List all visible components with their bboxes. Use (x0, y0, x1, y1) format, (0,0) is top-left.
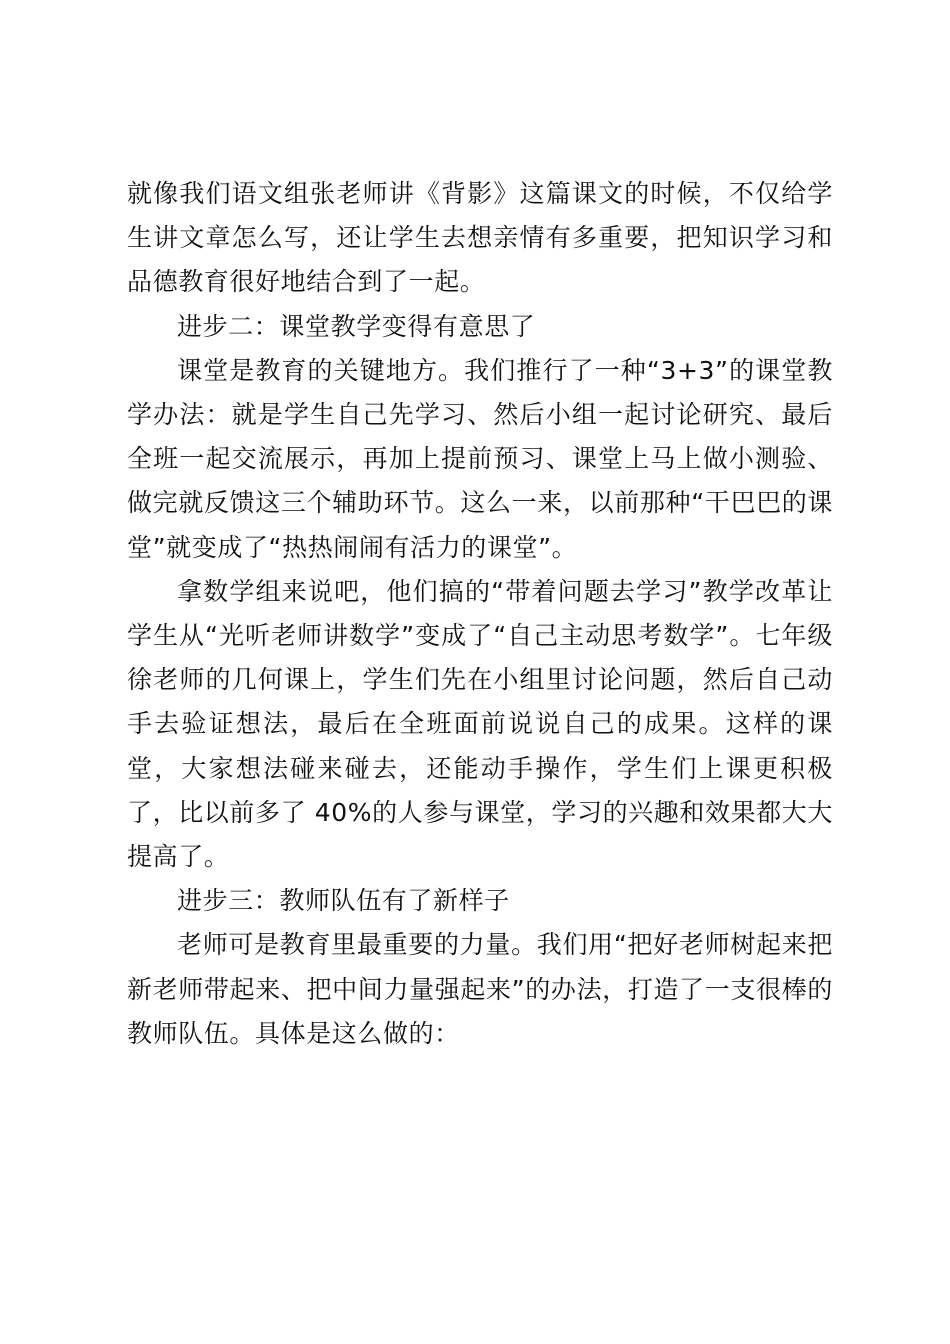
document-body (127, 172, 833, 1056)
section-heading-progress-three: 进步三：教师队伍有了新样子 (177, 886, 510, 916)
paragraph-classroom-method: 课堂是教育的关键地方。我们推行了一种“3+3”的课堂教学办法：就是学生自己先学习、然后小组一起讨论研究、最后全班一起交流展示，再加上提前预习、课堂上马上做小测验、做完就反馈这三个辅助环节。这么一来，以前那种“干巴巴的课堂”就变成了“热热闹闹有活力的课堂”。 (127, 355, 833, 562)
paragraph-teacher-team: 老师可是教育里最重要的力量。我们用“把好老师树起来把新老师带起来、把中间力量强起来”的办法，打造了一支很棒的教师队伍。具体是这么做的： (127, 930, 833, 1048)
section-heading-progress-two: 进步二：课堂教学变得有意思了 (177, 311, 536, 341)
paragraph-math-example: 拿数学组来说吧，他们搞的“带着问题去学习”教学改革让学生从“光听老师讲数学”变成了“自己主动思考数学”。七年级徐老师的几何课上，学生们先在小组里讨论问题，然后自己动手去验证想法，最后在全班面前说说自己的成果。这样的课堂，大家想法碰来碰去，还能动手操作，学生们上课更积极了，比以前多了 40%的人参与课堂，学习的兴趣和效果都大大提高了。 (127, 576, 833, 872)
paragraph-intro: 就像我们语文组张老师讲《背影》这篇课文的时候，不仅给学生讲文章怎么写，还让学生去想亲情有多重要，把知识学习和品德教育很好地结合到了一起。 (127, 179, 833, 297)
